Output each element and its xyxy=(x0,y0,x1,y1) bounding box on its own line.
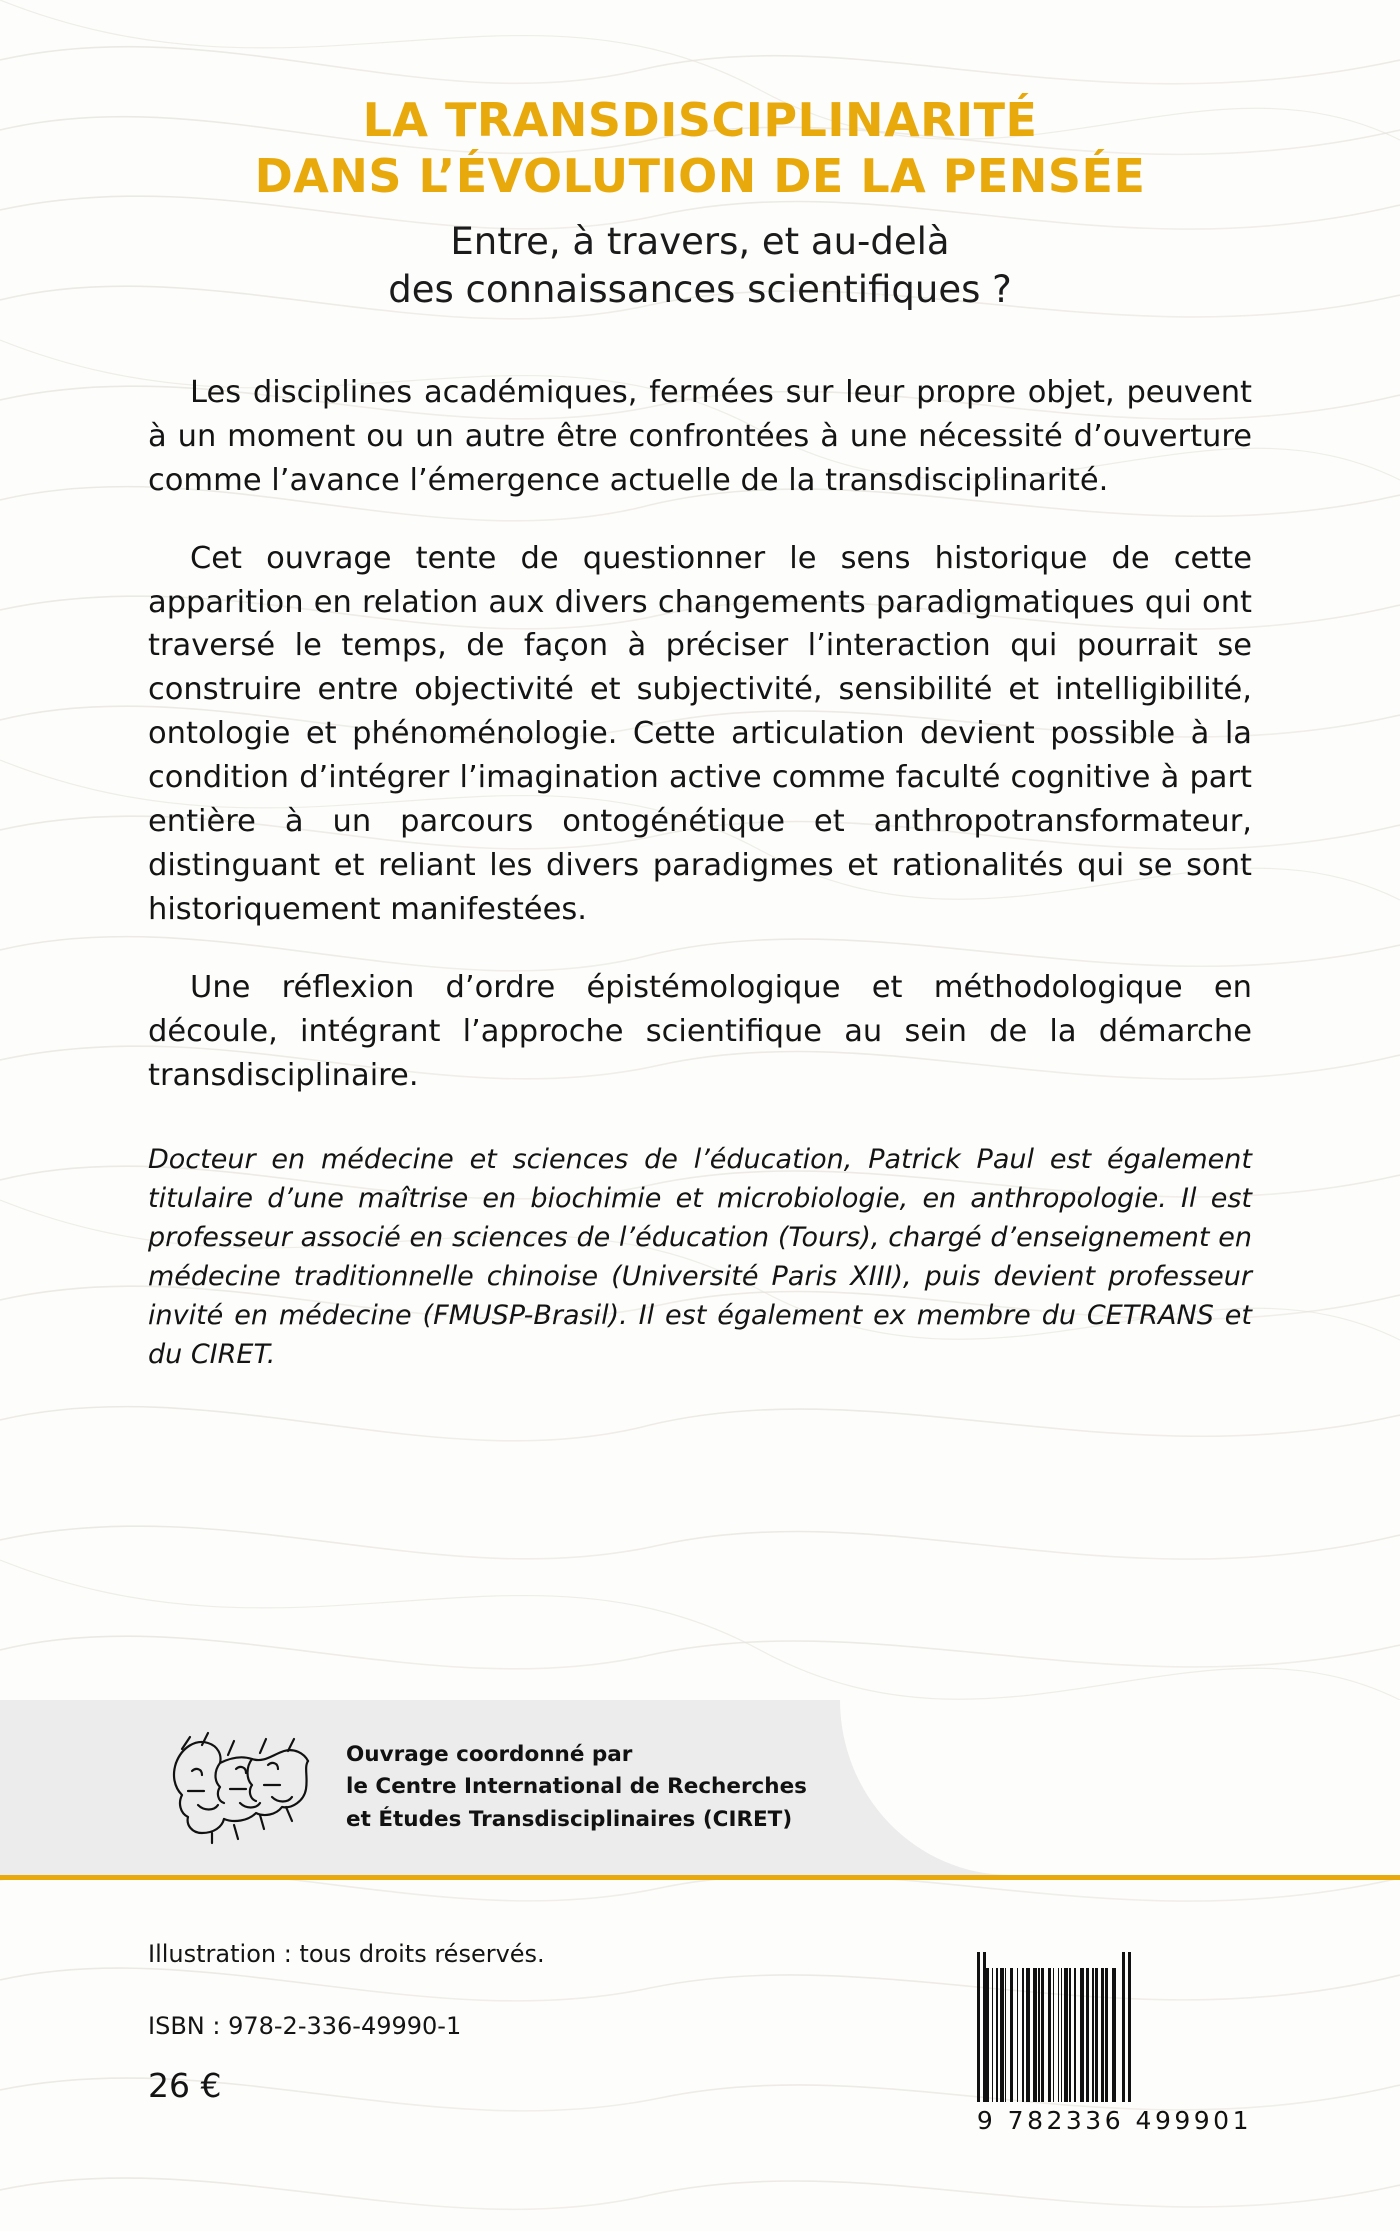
subtitle-line-2: des connaissances scientifiques ? xyxy=(388,267,1012,311)
page-title xyxy=(148,92,1252,204)
subtitle-line-1: Entre, à travers, et au-delà xyxy=(450,220,950,264)
footer xyxy=(0,1940,1400,2135)
barcode xyxy=(977,1952,1252,2135)
footer-info xyxy=(148,1940,545,2105)
illustration-credit: Illustration : tous droits réservés. xyxy=(148,1940,545,1968)
publisher-line-1: Ouvrage coordonné par xyxy=(346,1742,633,1768)
publisher-line-2: le Centre International de Recherches xyxy=(346,1774,807,1800)
blurb-paragraph: Les disciplines académiques, fermées sur leur propre objet, peuvent à un moment ou un autre être confrontées à une nécessité d’ouverture comme l’avance l’émergence actuelle de la transdisciplinarité. xyxy=(148,374,1252,498)
publisher-text xyxy=(346,1739,807,1836)
price-text: 26 € xyxy=(148,2066,222,2105)
ciret-faces-logo-icon xyxy=(168,1729,320,1847)
title-line-2: DANS L’ÉVOLUTION DE LA PENSÉE xyxy=(254,149,1146,204)
blurb-text xyxy=(148,371,1252,1098)
author-biography-text: Docteur en médecine et sciences de l’éducation, Patrick Paul est également titulaire d’une maîtrise en biochimie et microbiologie, en anthropologie. Il est professeur associé en sciences de l’éducation (Tours), chargé d’enseignement en médecine traditionnelle chinoise (Université Paris XIII), puis devient professeur invité en médecine (FMUSP-Brasil). Il est également ex membre du CETRANS et du CIRET. xyxy=(148,1143,1252,1371)
title-block xyxy=(148,0,1252,313)
barcode-digits: 9 782336 499901 xyxy=(976,2106,1252,2135)
publisher-line-3: et Études Transdisciplinaires (CIRET) xyxy=(346,1806,793,1832)
blurb-paragraph: Cet ouvrage tente de questionner le sens historique de cette apparition en relation aux divers changements paradigmatiques qui ont traversé le temps, de façon à préciser l’interaction qui pourrait se construire entre objectivité et subjectivité, sensibilité et intelligibilité, ontologie et phénoménologie. Cette articulation devient possible à la condition d’intégrer l’imagination active comme faculté cognitive à part entière à un parcours ontogénétique et anthropotransformateur, distinguant et reliant les divers paradigmes et rationalités qui se sont historiquement manifestées. xyxy=(148,540,1252,927)
band-gold-rule xyxy=(0,1875,1400,1880)
author-biography xyxy=(148,1140,1252,1375)
isbn-text: ISBN : 978-2-336-49990-1 xyxy=(148,2012,462,2040)
barcode-bars xyxy=(977,1952,1252,2102)
page-subtitle xyxy=(148,218,1252,313)
title-line-1: LA TRANSDISCIPLINARITÉ xyxy=(362,93,1038,147)
blurb-paragraph: Une réflexion d’ordre épistémologique et méthodologique en découle, intégrant l’approche scientifique au sein de la démarche transdisciplinaire. xyxy=(148,969,1252,1093)
publisher-band xyxy=(0,1700,1400,1875)
